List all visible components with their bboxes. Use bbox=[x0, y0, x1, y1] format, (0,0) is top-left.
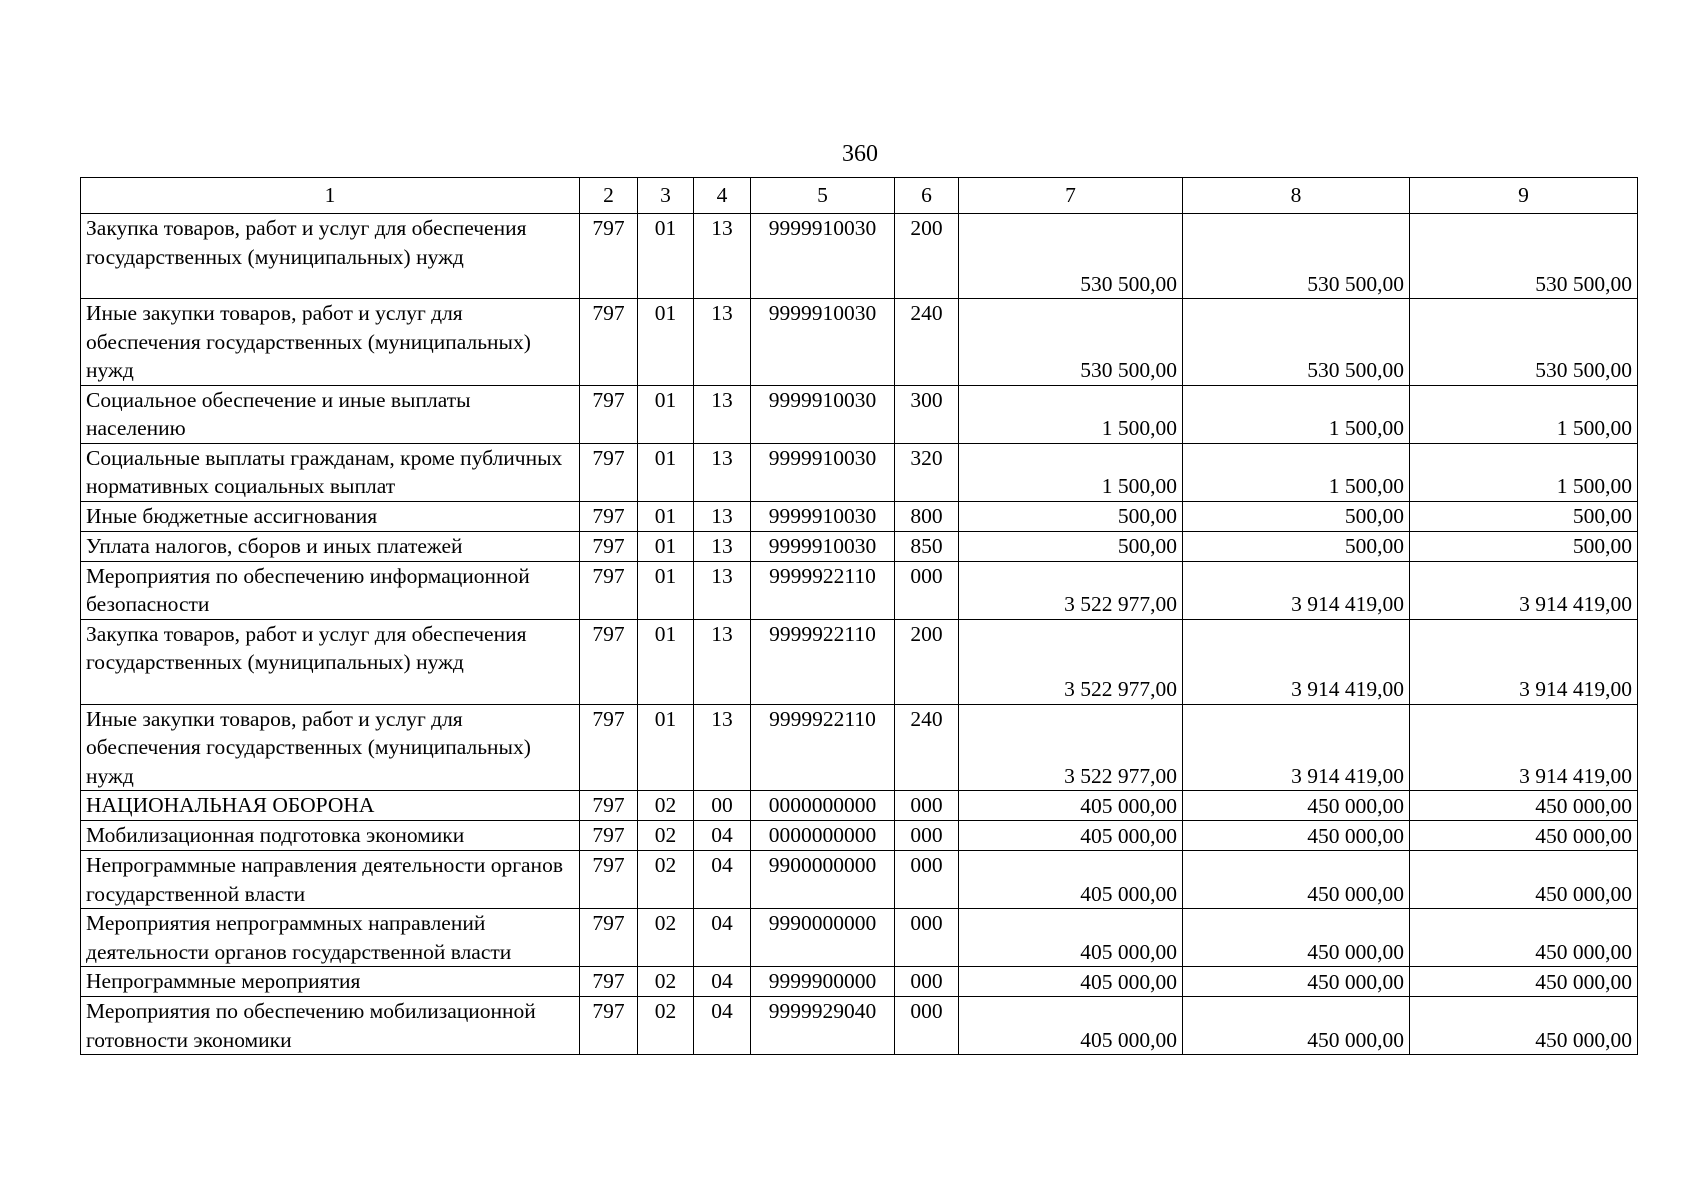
row-col2-cell: 797 bbox=[580, 704, 638, 791]
table-row bbox=[81, 619, 1638, 704]
row-col4-cell: 13 bbox=[694, 531, 751, 561]
row-col5-cell: 9999910030 bbox=[751, 443, 895, 501]
row-col9-amount: 450 000,00 bbox=[1410, 821, 1638, 851]
row-col5-cell: 9999929040 bbox=[751, 997, 895, 1055]
row-col6-cell: 850 bbox=[895, 531, 959, 561]
row-col9-amount: 450 000,00 bbox=[1410, 909, 1638, 967]
row-col4-cell: 13 bbox=[694, 214, 751, 299]
row-col8-amount: 450 000,00 bbox=[1183, 851, 1410, 909]
row-col9-amount: 3 914 419,00 bbox=[1410, 561, 1638, 619]
row-name-cell: Мероприятия по обеспечению информационной безопасности bbox=[81, 561, 580, 619]
table-row bbox=[81, 385, 1638, 443]
table-row bbox=[81, 821, 1638, 851]
row-col3-cell: 01 bbox=[638, 443, 694, 501]
row-name-cell: Мобилизационная подготовка экономики bbox=[81, 821, 580, 851]
row-col2-cell: 797 bbox=[580, 385, 638, 443]
table-row bbox=[81, 443, 1638, 501]
column-header: 9 bbox=[1410, 178, 1638, 214]
column-header: 2 bbox=[580, 178, 638, 214]
row-name-cell: НАЦИОНАЛЬНАЯ ОБОРОНА bbox=[81, 791, 580, 821]
row-col2-cell: 797 bbox=[580, 619, 638, 704]
row-col3-cell: 01 bbox=[638, 299, 694, 386]
row-name-cell: Закупка товаров, работ и услуг для обеспечения государственных (муниципальных) нужд bbox=[81, 214, 580, 299]
row-col5-cell: 0000000000 bbox=[751, 821, 895, 851]
row-col8-amount: 1 500,00 bbox=[1183, 385, 1410, 443]
row-col7-amount: 530 500,00 bbox=[959, 214, 1183, 299]
row-col8-amount: 450 000,00 bbox=[1183, 909, 1410, 967]
row-col2-cell: 797 bbox=[580, 531, 638, 561]
row-col4-cell: 13 bbox=[694, 501, 751, 531]
budget-table bbox=[80, 177, 1638, 1055]
row-col5-cell: 9999910030 bbox=[751, 299, 895, 386]
row-col9-amount: 3 914 419,00 bbox=[1410, 619, 1638, 704]
row-name-cell: Социальное обеспечение и иные выплаты населению bbox=[81, 385, 580, 443]
row-col5-cell: 9999922110 bbox=[751, 619, 895, 704]
table-row bbox=[81, 501, 1638, 531]
row-col3-cell: 01 bbox=[638, 501, 694, 531]
row-col9-amount: 450 000,00 bbox=[1410, 967, 1638, 997]
row-col4-cell: 13 bbox=[694, 619, 751, 704]
row-col9-amount: 530 500,00 bbox=[1410, 299, 1638, 386]
row-col2-cell: 797 bbox=[580, 299, 638, 386]
row-col6-cell: 000 bbox=[895, 821, 959, 851]
row-col2-cell: 797 bbox=[580, 501, 638, 531]
row-col8-amount: 450 000,00 bbox=[1183, 791, 1410, 821]
table-row bbox=[81, 561, 1638, 619]
table-row bbox=[81, 997, 1638, 1055]
row-col4-cell: 04 bbox=[694, 821, 751, 851]
row-col4-cell: 13 bbox=[694, 704, 751, 791]
row-col6-cell: 800 bbox=[895, 501, 959, 531]
row-col2-cell: 797 bbox=[580, 909, 638, 967]
row-col2-cell: 797 bbox=[580, 443, 638, 501]
row-col8-amount: 3 914 419,00 bbox=[1183, 619, 1410, 704]
row-col8-amount: 450 000,00 bbox=[1183, 967, 1410, 997]
row-col5-cell: 9999900000 bbox=[751, 967, 895, 997]
row-col7-amount: 530 500,00 bbox=[959, 299, 1183, 386]
row-col2-cell: 797 bbox=[580, 821, 638, 851]
row-col6-cell: 240 bbox=[895, 704, 959, 791]
row-col3-cell: 02 bbox=[638, 821, 694, 851]
row-col3-cell: 01 bbox=[638, 704, 694, 791]
table-header-row bbox=[81, 178, 1638, 214]
row-col8-amount: 450 000,00 bbox=[1183, 997, 1410, 1055]
row-col6-cell: 000 bbox=[895, 791, 959, 821]
row-col3-cell: 02 bbox=[638, 851, 694, 909]
table-row bbox=[81, 299, 1638, 386]
row-col7-amount: 405 000,00 bbox=[959, 791, 1183, 821]
row-col2-cell: 797 bbox=[580, 851, 638, 909]
row-col6-cell: 200 bbox=[895, 214, 959, 299]
row-col7-amount: 500,00 bbox=[959, 531, 1183, 561]
row-col8-amount: 500,00 bbox=[1183, 531, 1410, 561]
row-col7-amount: 3 522 977,00 bbox=[959, 561, 1183, 619]
row-name-cell: Закупка товаров, работ и услуг для обеспечения государственных (муниципальных) нужд bbox=[81, 619, 580, 704]
row-col9-amount: 450 000,00 bbox=[1410, 997, 1638, 1055]
row-col9-amount: 500,00 bbox=[1410, 501, 1638, 531]
row-col2-cell: 797 bbox=[580, 967, 638, 997]
column-header: 5 bbox=[751, 178, 895, 214]
row-col9-amount: 3 914 419,00 bbox=[1410, 704, 1638, 791]
row-col7-amount: 405 000,00 bbox=[959, 967, 1183, 997]
row-col5-cell: 9999910030 bbox=[751, 385, 895, 443]
row-col8-amount: 450 000,00 bbox=[1183, 821, 1410, 851]
row-col8-amount: 500,00 bbox=[1183, 501, 1410, 531]
row-col4-cell: 13 bbox=[694, 385, 751, 443]
row-col6-cell: 000 bbox=[895, 561, 959, 619]
column-header: 1 bbox=[81, 178, 580, 214]
row-name-cell: Мероприятия по обеспечению мобилизационной готовности экономики bbox=[81, 997, 580, 1055]
row-name-cell: Иные закупки товаров, работ и услуг для обеспечения государственных (муниципальных) нужд bbox=[81, 704, 580, 791]
row-col8-amount: 3 914 419,00 bbox=[1183, 561, 1410, 619]
row-col5-cell: 9999910030 bbox=[751, 214, 895, 299]
row-col9-amount: 450 000,00 bbox=[1410, 851, 1638, 909]
row-name-cell: Социальные выплаты гражданам, кроме публичных нормативных социальных выплат bbox=[81, 443, 580, 501]
row-col4-cell: 04 bbox=[694, 967, 751, 997]
row-col6-cell: 300 bbox=[895, 385, 959, 443]
row-col7-amount: 500,00 bbox=[959, 501, 1183, 531]
row-col3-cell: 01 bbox=[638, 561, 694, 619]
row-col2-cell: 797 bbox=[580, 214, 638, 299]
row-col7-amount: 1 500,00 bbox=[959, 443, 1183, 501]
row-col5-cell: 9999910030 bbox=[751, 501, 895, 531]
row-name-cell: Непрограммные направления деятельности органов государственной власти bbox=[81, 851, 580, 909]
row-col3-cell: 02 bbox=[638, 997, 694, 1055]
table-row bbox=[81, 967, 1638, 997]
row-name-cell: Иные бюджетные ассигнования bbox=[81, 501, 580, 531]
row-col5-cell: 9999922110 bbox=[751, 561, 895, 619]
table-row bbox=[81, 791, 1638, 821]
row-col4-cell: 13 bbox=[694, 443, 751, 501]
row-col7-amount: 1 500,00 bbox=[959, 385, 1183, 443]
row-col4-cell: 13 bbox=[694, 299, 751, 386]
row-col9-amount: 450 000,00 bbox=[1410, 791, 1638, 821]
row-col6-cell: 240 bbox=[895, 299, 959, 386]
row-col7-amount: 3 522 977,00 bbox=[959, 704, 1183, 791]
table-row bbox=[81, 851, 1638, 909]
row-col3-cell: 02 bbox=[638, 791, 694, 821]
row-col3-cell: 01 bbox=[638, 619, 694, 704]
row-col9-amount: 1 500,00 bbox=[1410, 443, 1638, 501]
row-col9-amount: 1 500,00 bbox=[1410, 385, 1638, 443]
row-col6-cell: 000 bbox=[895, 967, 959, 997]
row-col6-cell: 320 bbox=[895, 443, 959, 501]
row-col5-cell: 9999922110 bbox=[751, 704, 895, 791]
row-col2-cell: 797 bbox=[580, 791, 638, 821]
row-col6-cell: 200 bbox=[895, 619, 959, 704]
row-col5-cell: 9900000000 bbox=[751, 851, 895, 909]
row-col5-cell: 9999910030 bbox=[751, 531, 895, 561]
row-col3-cell: 02 bbox=[638, 967, 694, 997]
row-col4-cell: 04 bbox=[694, 997, 751, 1055]
row-col2-cell: 797 bbox=[580, 561, 638, 619]
row-col3-cell: 01 bbox=[638, 214, 694, 299]
row-col7-amount: 405 000,00 bbox=[959, 997, 1183, 1055]
table-row bbox=[81, 704, 1638, 791]
row-col7-amount: 405 000,00 bbox=[959, 851, 1183, 909]
row-col4-cell: 13 bbox=[694, 561, 751, 619]
table-row bbox=[81, 909, 1638, 967]
row-col9-amount: 500,00 bbox=[1410, 531, 1638, 561]
row-col6-cell: 000 bbox=[895, 851, 959, 909]
row-col8-amount: 3 914 419,00 bbox=[1183, 704, 1410, 791]
page-number: 360 bbox=[842, 141, 878, 167]
row-col5-cell: 9990000000 bbox=[751, 909, 895, 967]
row-name-cell: Непрограммные мероприятия bbox=[81, 967, 580, 997]
row-col3-cell: 02 bbox=[638, 909, 694, 967]
table-row bbox=[81, 531, 1638, 561]
row-name-cell: Уплата налогов, сборов и иных платежей bbox=[81, 531, 580, 561]
row-col2-cell: 797 bbox=[580, 997, 638, 1055]
row-col7-amount: 405 000,00 bbox=[959, 821, 1183, 851]
column-header: 8 bbox=[1183, 178, 1410, 214]
row-col3-cell: 01 bbox=[638, 531, 694, 561]
row-col7-amount: 3 522 977,00 bbox=[959, 619, 1183, 704]
column-header: 4 bbox=[694, 178, 751, 214]
column-header: 7 bbox=[959, 178, 1183, 214]
row-col4-cell: 00 bbox=[694, 791, 751, 821]
table-row bbox=[81, 214, 1638, 299]
row-name-cell: Иные закупки товаров, работ и услуг для обеспечения государственных (муниципальных) нужд bbox=[81, 299, 580, 386]
row-col4-cell: 04 bbox=[694, 909, 751, 967]
row-name-cell: Мероприятия непрограммных направлений деятельности органов государственной власти bbox=[81, 909, 580, 967]
row-col9-amount: 530 500,00 bbox=[1410, 214, 1638, 299]
column-header: 3 bbox=[638, 178, 694, 214]
row-col8-amount: 530 500,00 bbox=[1183, 299, 1410, 386]
row-col5-cell: 0000000000 bbox=[751, 791, 895, 821]
row-col8-amount: 1 500,00 bbox=[1183, 443, 1410, 501]
row-col7-amount: 405 000,00 bbox=[959, 909, 1183, 967]
row-col8-amount: 530 500,00 bbox=[1183, 214, 1410, 299]
row-col3-cell: 01 bbox=[638, 385, 694, 443]
row-col6-cell: 000 bbox=[895, 997, 959, 1055]
row-col4-cell: 04 bbox=[694, 851, 751, 909]
column-header: 6 bbox=[895, 178, 959, 214]
row-col6-cell: 000 bbox=[895, 909, 959, 967]
